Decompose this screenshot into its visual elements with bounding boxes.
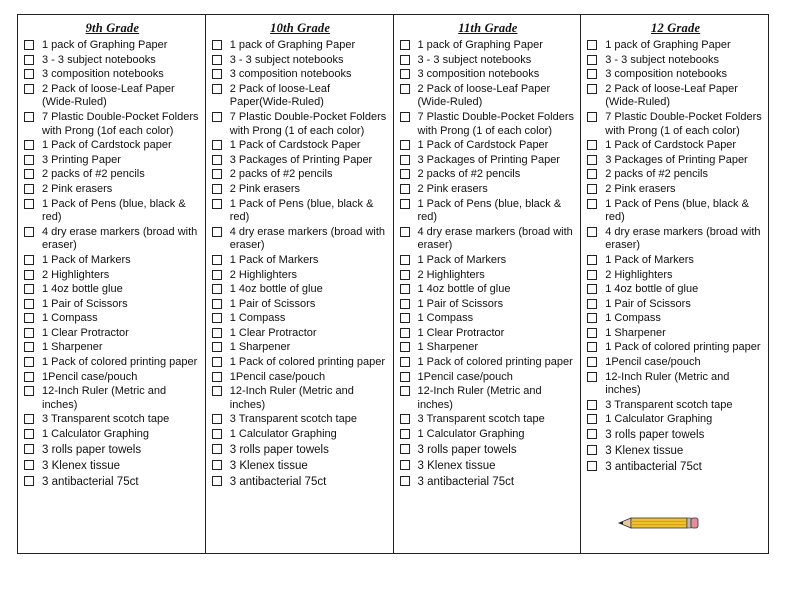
supply-item: 3 composition notebooks <box>418 68 577 82</box>
supply-item: 1 Sharpener <box>230 341 389 355</box>
supply-item: 1Pencil case/pouch <box>42 371 201 385</box>
supply-item: 12-Inch Ruler (Metric and inches) <box>230 385 389 412</box>
supply-item: 3 Printing Paper <box>42 154 201 168</box>
supply-item: 2 Pack of loose-Leaf Paper (Wide-Ruled) <box>42 83 201 110</box>
supply-item: 1 Clear Protractor <box>230 327 389 341</box>
supply-item: 3 - 3 subject notebooks <box>418 54 577 68</box>
supply-item: 12-Inch Ruler (Metric and inches) <box>42 385 201 412</box>
supply-item: 3 Klenex tissue <box>42 459 201 474</box>
supply-item: 1 Pack of Markers <box>605 254 764 268</box>
supply-item: 3 Transparent scotch tape <box>418 413 577 427</box>
supply-item: 1 Pair of Scissors <box>418 298 577 312</box>
supply-list <box>418 39 577 490</box>
grade-column-11 <box>394 15 582 553</box>
supply-item: 1 Calculator Graphing <box>42 428 201 442</box>
supply-item: 1 Pack of Cardstock Paper <box>418 139 577 153</box>
supply-item: 1 Pair of Scissors <box>605 298 764 312</box>
supply-item: 2 packs of #2 pencils <box>605 168 764 182</box>
supply-item: 1 Pack of colored printing paper <box>230 356 389 370</box>
supply-item: 2 packs of #2 pencils <box>230 168 389 182</box>
supply-list-table <box>17 14 769 554</box>
grade-title: 11th Grade <box>458 21 518 35</box>
supply-item: 7 Plastic Double-Pocket Folders with Prong (1 of each color) <box>230 111 389 138</box>
supply-item: 3 antibacterial 75ct <box>42 475 201 490</box>
supply-item: 2 packs of #2 pencils <box>42 168 201 182</box>
supply-item: 1 Pack of Cardstock Paper <box>605 139 764 153</box>
supply-item: 4 dry erase markers (broad with eraser) <box>230 226 389 253</box>
supply-item: 3 Klenex tissue <box>230 459 389 474</box>
supply-item: 7 Plastic Double-Pocket Folders with Prong (1of each color) <box>42 111 201 138</box>
supply-item: 3 Packages of Printing Paper <box>230 154 389 168</box>
supply-item: 2 Highlighters <box>418 269 577 283</box>
supply-item: 1 Compass <box>605 312 764 326</box>
supply-item: 3 Packages of Printing Paper <box>418 154 577 168</box>
supply-item: 3 rolls paper towels <box>230 443 389 458</box>
grade-title: 10th Grade <box>270 21 331 35</box>
supply-item: 2 Pink erasers <box>230 183 389 197</box>
supply-item: 1 Pack of Pens (blue, black & red) <box>42 198 201 225</box>
supply-item: 1Pencil case/pouch <box>605 356 764 370</box>
supply-item: 1 Compass <box>418 312 577 326</box>
supply-item: 1 4oz bottle of glue <box>418 283 577 297</box>
supply-item: 1 Pack of Markers <box>418 254 577 268</box>
supply-item: 1 Calculator Graphing <box>418 428 577 442</box>
pencil-icon <box>615 513 701 531</box>
supply-item: 1 Pair of Scissors <box>42 298 201 312</box>
supply-item: 3 composition notebooks <box>605 68 764 82</box>
supply-item: 1 Pair of Scissors <box>230 298 389 312</box>
supply-item: 3 Packages of Printing Paper <box>605 154 764 168</box>
supply-item: 2 Pack of loose-Leaf Paper (Wide-Ruled) <box>418 83 577 110</box>
supply-item: 1 Pack of Pens (blue, black & red) <box>605 198 764 225</box>
supply-item: 3 Transparent scotch tape <box>230 413 389 427</box>
supply-item: 2 Highlighters <box>230 269 389 283</box>
supply-item: 3 antibacterial 75ct <box>418 475 577 490</box>
supply-item: 3 - 3 subject notebooks <box>605 54 764 68</box>
supply-item: 3 composition notebooks <box>42 68 201 82</box>
supply-item: 1 Sharpener <box>42 341 201 355</box>
grade-column-12 <box>581 15 768 553</box>
supply-list <box>605 39 764 475</box>
supply-item: 3 rolls paper towels <box>42 443 201 458</box>
supply-item: 3 - 3 subject notebooks <box>42 54 201 68</box>
supply-item: 12-Inch Ruler (Metric and inches) <box>605 371 764 398</box>
supply-item: 1 Compass <box>42 312 201 326</box>
supply-item: 3 Klenex tissue <box>605 444 764 459</box>
supply-item: 1 pack of Graphing Paper <box>42 39 201 53</box>
supply-item: 1 Pack of Cardstock paper <box>42 139 201 153</box>
supply-item: 3 Transparent scotch tape <box>605 399 764 413</box>
supply-item: 1 Pack of colored printing paper <box>605 341 764 355</box>
supply-item: 2 Pack of loose-Leaf Paper(Wide-Ruled) <box>230 83 389 110</box>
supply-item: 1 4oz bottle of glue <box>605 283 764 297</box>
supply-item: 3 rolls paper towels <box>418 443 577 458</box>
supply-item: 1Pencil case/pouch <box>418 371 577 385</box>
supply-item: 1 Pack of Cardstock Paper <box>230 139 389 153</box>
supply-item: 1 Clear Protractor <box>418 327 577 341</box>
supply-item: 3 Klenex tissue <box>418 459 577 474</box>
supply-item: 1 Clear Protractor <box>42 327 201 341</box>
supply-item: 3 antibacterial 75ct <box>605 460 764 475</box>
supply-item: 1 Pack of colored printing paper <box>42 356 201 370</box>
supply-item: 7 Plastic Double-Pocket Folders with Prong (1 of each color) <box>605 111 764 138</box>
supply-item: 1 Pack of colored printing paper <box>418 356 577 370</box>
supply-list <box>230 39 389 490</box>
supply-item: 1 Calculator Graphing <box>605 413 764 427</box>
supply-item: 3 Transparent scotch tape <box>42 413 201 427</box>
supply-item: 1 Pack of Pens (blue, black & red) <box>230 198 389 225</box>
supply-item: 1 pack of Graphing Paper <box>418 39 577 53</box>
supply-item: 2 Pink erasers <box>42 183 201 197</box>
grade-column-9 <box>18 15 206 553</box>
supply-item: 3 rolls paper towels <box>605 428 764 443</box>
supply-list <box>42 39 201 490</box>
supply-item: 1 Sharpener <box>605 327 764 341</box>
supply-item: 1 pack of Graphing Paper <box>230 39 389 53</box>
supply-item: 1Pencil case/pouch <box>230 371 389 385</box>
supply-item: 2 Highlighters <box>42 269 201 283</box>
supply-item: 3 composition notebooks <box>230 68 389 82</box>
supply-item: 1 Calculator Graphing <box>230 428 389 442</box>
supply-item: 1 Sharpener <box>418 341 577 355</box>
supply-item: 1 Compass <box>230 312 389 326</box>
supply-item: 2 Highlighters <box>605 269 764 283</box>
supply-item: 1 pack of Graphing Paper <box>605 39 764 53</box>
supply-item: 1 Pack of Pens (blue, black & red) <box>418 198 577 225</box>
supply-item: 2 Pink erasers <box>418 183 577 197</box>
grade-title: 12 Grade <box>651 21 701 35</box>
grade-column-10 <box>206 15 394 553</box>
supply-item: 1 4oz bottle of glue <box>230 283 389 297</box>
supply-item: 7 Plastic Double-Pocket Folders with Prong (1 of each color) <box>418 111 577 138</box>
supply-item: 3 antibacterial 75ct <box>230 475 389 490</box>
supply-item: 1 4oz bottle glue <box>42 283 201 297</box>
supply-item: 2 Pink erasers <box>605 183 764 197</box>
supply-item: 4 dry erase markers (broad with eraser) <box>418 226 577 253</box>
supply-item: 1 Pack of Markers <box>230 254 389 268</box>
supply-item: 2 packs of #2 pencils <box>418 168 577 182</box>
supply-item: 4 dry erase markers (broad with eraser) <box>42 226 201 253</box>
grade-title: 9th Grade <box>85 21 140 35</box>
supply-item: 4 dry erase markers (broad with eraser) <box>605 226 764 253</box>
supply-item: 1 Pack of Markers <box>42 254 201 268</box>
supply-item: 3 - 3 subject notebooks <box>230 54 389 68</box>
supply-item: 2 Pack of loose-Leaf Paper (Wide-Ruled) <box>605 83 764 110</box>
supply-item: 12-Inch Ruler (Metric and inches) <box>418 385 577 412</box>
